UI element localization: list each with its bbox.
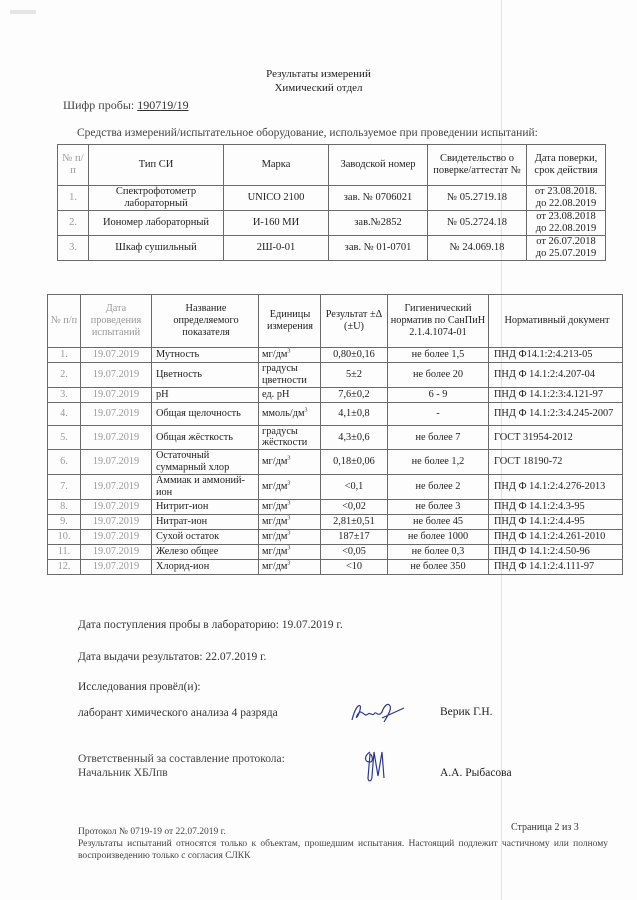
unit (259, 499, 321, 514)
result-value: 4,3±0,6 (321, 425, 388, 450)
normative-document: ПНД Ф 14.1:2:4.207-04 (489, 363, 623, 388)
unit-superscript: 3 (287, 515, 291, 522)
unit (259, 559, 321, 574)
sample-cipher (63, 98, 189, 113)
hygienic-norm: не более 1,2 (388, 450, 489, 475)
result-row (48, 425, 623, 450)
hygienic-norm: не более 7 (388, 425, 489, 450)
unit-text: ед. pH (262, 388, 290, 400)
result-row (48, 363, 623, 388)
unit-text: градусы жёсткости (262, 425, 308, 449)
result-row (48, 474, 623, 499)
col-header: № п/п (48, 295, 81, 348)
col-header: Дата проведения испытаний (81, 295, 152, 348)
hygienic-norm: - (388, 402, 489, 425)
parameter-name: Общая щелочность (152, 402, 259, 425)
analyst-name: Верик Г.Н. (440, 706, 493, 718)
row-number: 7. (48, 474, 81, 499)
unit-superscript: 3 (304, 407, 308, 414)
page-title: Результаты измерений (266, 68, 371, 80)
result-value: 187±17 (321, 529, 388, 544)
normative-document: ПНД Ф 14.1:2:3:4.245-2007 (489, 402, 623, 425)
test-date: 19.07.2019 (81, 450, 152, 475)
test-date: 19.07.2019 (81, 363, 152, 388)
unit (259, 474, 321, 499)
unit-superscript: 3 (287, 560, 291, 567)
normative-document: ПНД Ф 14.1:2:4.4-95 (489, 514, 623, 529)
col-header: Марка (224, 145, 329, 186)
test-date: 19.07.2019 (81, 387, 152, 402)
certificate-number: № 05.2719.18 (428, 186, 527, 211)
result-row (48, 514, 623, 529)
certificate-number: № 05.2724.18 (428, 211, 527, 236)
scan-artifact (10, 10, 36, 14)
unit-superscript: 3 (287, 500, 291, 507)
instrument-type: Спектрофотометр лабораторный (89, 186, 224, 211)
col-header: Название определяемого показателя (152, 295, 259, 348)
instrument-brand: 2Ш-0-01 (224, 236, 329, 261)
unit-text: мг/дм (262, 480, 288, 492)
result-row (48, 529, 623, 544)
hygienic-norm: не более 0,3 (388, 544, 489, 559)
unit-text: мг/дм (262, 515, 288, 527)
row-number: 12. (48, 559, 81, 574)
result-row (48, 544, 623, 559)
validity-period (527, 211, 606, 236)
unit-text: мг/дм (262, 500, 288, 512)
received-date: Дата поступления пробы в лабораторию: 19.07.2019 г. (78, 619, 343, 631)
equipment-header-row (58, 145, 606, 186)
issued-date: Дата выдачи результатов: 22.07.2019 г. (78, 651, 267, 663)
col-header: Тип СИ (89, 145, 224, 186)
row-number: 1. (58, 186, 89, 211)
parameter-name: Аммиак и аммоний-ион (152, 474, 259, 499)
unit-superscript: 3 (287, 530, 291, 537)
instrument-type: Иономер лабораторный (89, 211, 224, 236)
result-value: 0,18±0,06 (321, 450, 388, 475)
valid-from: от 26.07.2018 (536, 236, 596, 248)
test-date: 19.07.2019 (81, 559, 152, 574)
row-number: 9. (48, 514, 81, 529)
unit (259, 425, 321, 450)
col-header: Единицы измерения (259, 295, 321, 348)
result-value: <10 (321, 559, 388, 574)
parameter-name: Сухой остаток (152, 529, 259, 544)
normative-document: ПНД Ф 14.1:2:4.3-95 (489, 499, 623, 514)
unit (259, 363, 321, 388)
parameter-name: Мутность (152, 348, 259, 363)
row-number: 3. (48, 387, 81, 402)
row-number: 4. (48, 402, 81, 425)
normative-document: ПНД Ф 14.1:2:3:4.121-97 (489, 387, 623, 402)
parameter-name: Хлорид-ион (152, 559, 259, 574)
col-header: Заводской номер (329, 145, 428, 186)
row-number: 11. (48, 544, 81, 559)
disclaimer: Результаты испытаний относятся только к объектам, прошедшим испытания. Настоящий подлежит частичному или полному воспроизведению только с согласия СЛКК (78, 839, 608, 861)
row-number: 3. (58, 236, 89, 261)
equipment-row (58, 211, 606, 236)
parameter-name: Нитрит-ион (152, 499, 259, 514)
normative-document: ГОСТ 18190-72 (489, 450, 623, 475)
results-table (47, 294, 623, 575)
serial-number: зав. № 0706021 (329, 186, 428, 211)
hygienic-norm: 6 - 9 (388, 387, 489, 402)
responsible-name: А.А. Рыбасова (440, 767, 512, 779)
unit-text: мг/дм (262, 560, 288, 572)
cipher-value: 190719/19 (137, 98, 189, 112)
col-header: Дата поверки, срок действия (527, 145, 606, 186)
unit (259, 387, 321, 402)
parameter-name: Общая жёсткость (152, 425, 259, 450)
responsible-position: Начальник ХБЛпв (78, 767, 168, 779)
unit-text: ммоль/дм (262, 407, 305, 419)
unit (259, 450, 321, 475)
row-number: 6. (48, 450, 81, 475)
page-number: Страница 2 из 3 (511, 822, 579, 833)
serial-number: зав. № 01-0701 (329, 236, 428, 261)
result-row (48, 387, 623, 402)
test-date: 19.07.2019 (81, 402, 152, 425)
parameter-name: Остаточный суммарный хлор (152, 450, 259, 475)
row-number: 1. (48, 348, 81, 363)
test-date: 19.07.2019 (81, 348, 152, 363)
row-number: 8. (48, 499, 81, 514)
unit-text: мг/дм (262, 530, 288, 542)
analyst-signature (348, 700, 412, 726)
hygienic-norm: не более 1,5 (388, 348, 489, 363)
unit-text: мг/дм (262, 349, 288, 361)
cipher-label: Шифр пробы: (63, 98, 135, 112)
unit (259, 529, 321, 544)
valid-to: до 22.08.2019 (535, 223, 597, 235)
unit-superscript: 3 (287, 348, 291, 355)
certificate-number: № 24.069.18 (428, 236, 527, 261)
unit (259, 544, 321, 559)
serial-number: зав.№2852 (329, 211, 428, 236)
result-row (48, 499, 623, 514)
normative-document: ПНД Ф 14.1:2:4.261-2010 (489, 529, 623, 544)
parameter-name: Нитрат-ион (152, 514, 259, 529)
conducted-by-label: Исследования провёл(и): (78, 681, 201, 693)
unit-text: мг/дм (262, 545, 288, 557)
instrument-type: Шкаф сушильный (89, 236, 224, 261)
equipment-table (57, 144, 606, 261)
result-value: 5±2 (321, 363, 388, 388)
row-number: 2. (58, 211, 89, 236)
col-header: Нормативный документ (489, 295, 623, 348)
responsible-label: Ответственный за составление протокола: (78, 753, 285, 765)
row-number: 2. (48, 363, 81, 388)
result-value: 4,1±0,8 (321, 402, 388, 425)
parameter-name: pH (152, 387, 259, 402)
normative-document: ПНД Ф14.1:2:4.213-05 (489, 348, 623, 363)
equipment-caption: Средства измерений/испытательное оборудование, используемое при проведении испытаний: (77, 127, 538, 139)
col-header: Свидетельство о поверке/аттестат № (428, 145, 527, 186)
hygienic-norm: не более 1000 (388, 529, 489, 544)
protocol-reference: Протокол № 0719-19 от 22.07.2019 г. (78, 827, 226, 837)
unit (259, 348, 321, 363)
result-value: <0,02 (321, 499, 388, 514)
result-value: 0,80±0,16 (321, 348, 388, 363)
col-header: Гигиенический норматив по СанПиН 2.1.4.1074-01 (388, 295, 489, 348)
results-header-row (48, 295, 623, 348)
unit-text: градусы цветности (262, 363, 307, 386)
test-date: 19.07.2019 (81, 529, 152, 544)
result-row (48, 348, 623, 363)
result-value: <0,1 (321, 474, 388, 499)
parameter-name: Железо общее (152, 544, 259, 559)
normative-document: ПНД Ф 14.1:2:4.111-97 (489, 559, 623, 574)
normative-document: ПНД Ф 14.1:2:4.50-96 (489, 544, 623, 559)
result-row (48, 559, 623, 574)
result-value: <0,05 (321, 544, 388, 559)
hygienic-norm: не более 3 (388, 499, 489, 514)
test-date: 19.07.2019 (81, 499, 152, 514)
hygienic-norm: не более 2 (388, 474, 489, 499)
unit-text: мг/дм (262, 456, 288, 468)
test-date: 19.07.2019 (81, 544, 152, 559)
test-date: 19.07.2019 (81, 425, 152, 450)
valid-to: до 25.07.2019 (535, 248, 597, 260)
hygienic-norm: не более 350 (388, 559, 489, 574)
col-header: № п/п (58, 145, 89, 186)
department-title: Химический отдел (274, 82, 363, 94)
normative-document: ГОСТ 31954-2012 (489, 425, 623, 450)
unit (259, 514, 321, 529)
equipment-row (58, 236, 606, 261)
row-number: 10. (48, 529, 81, 544)
analyst-position: лаборант химического анализа 4 разряда (78, 707, 278, 719)
result-row (48, 402, 623, 425)
hygienic-norm: не более 20 (388, 363, 489, 388)
unit (259, 402, 321, 425)
validity-period (527, 236, 606, 261)
equipment-row (58, 186, 606, 211)
unit-superscript: 3 (287, 545, 291, 552)
normative-document: ПНД Ф 14.1:2:4.276-2013 (489, 474, 623, 499)
unit-superscript: 3 (287, 455, 291, 462)
validity-period (527, 186, 606, 211)
instrument-brand: UNICO 2100 (224, 186, 329, 211)
result-value: 7,6±0,2 (321, 387, 388, 402)
unit-superscript: 3 (287, 480, 291, 487)
valid-to: до 22.08.2019 (535, 198, 597, 210)
parameter-name: Цветность (152, 363, 259, 388)
responsible-signature (360, 748, 390, 784)
result-row (48, 450, 623, 475)
row-number: 5. (48, 425, 81, 450)
valid-from: от 23.08.2018 (536, 211, 596, 223)
result-value: 2,81±0,51 (321, 514, 388, 529)
test-date: 19.07.2019 (81, 474, 152, 499)
instrument-brand: И-160 МИ (224, 211, 329, 236)
col-header: Результат ±Δ (±U) (321, 295, 388, 348)
hygienic-norm: не более 45 (388, 514, 489, 529)
valid-from: от 23.08.2018. (534, 186, 598, 197)
test-date: 19.07.2019 (81, 514, 152, 529)
